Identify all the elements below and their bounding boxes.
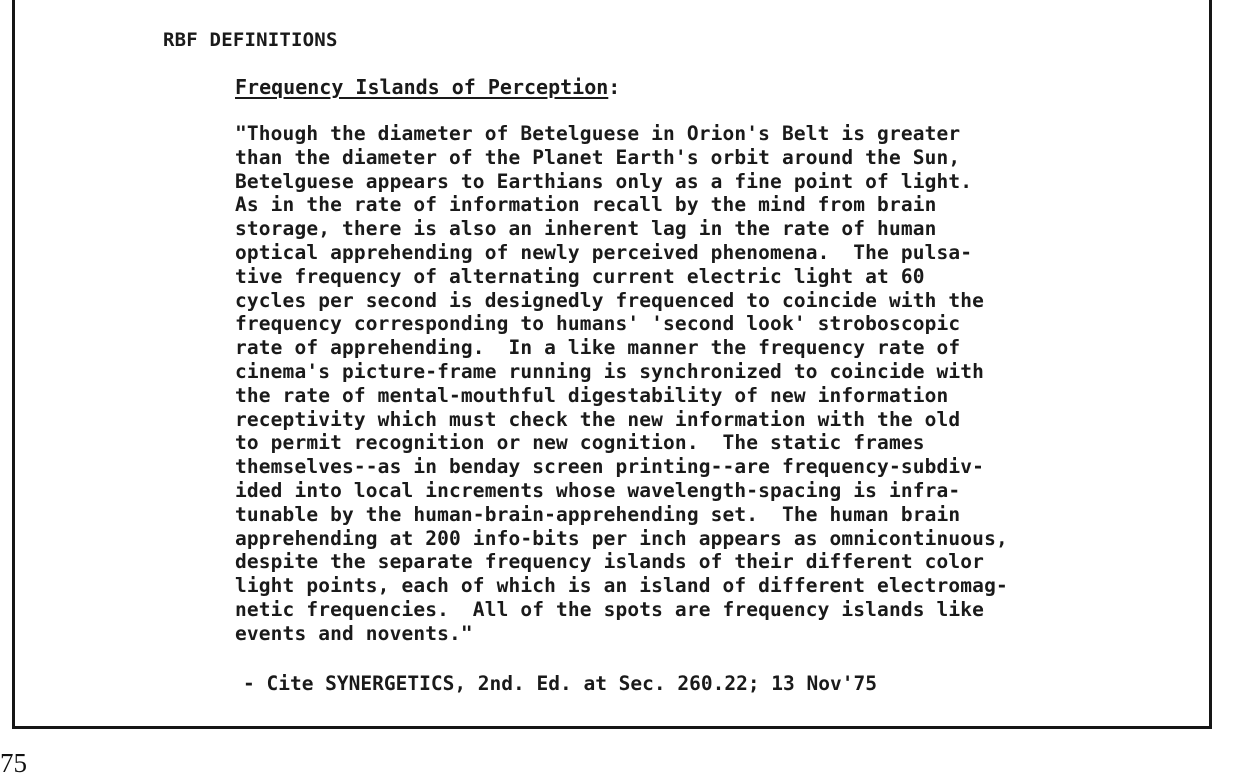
quote-line: despite the separate frequency islands of their different color (235, 550, 985, 574)
quote-line: the rate of mental-mouthful digestability of new information (235, 383, 949, 407)
quote-line: optical apprehending of newly perceived phenomena. The pulsa- (235, 240, 973, 264)
quote-line: events and novents." (235, 621, 473, 645)
quote-line: apprehending at 200 info-bits per inch appears as omnicontinuous, (235, 526, 1008, 550)
quote-line: cinema's picture-frame running is synchronized to coincide with (235, 359, 985, 383)
quote-line: netic frequencies. All of the spots are frequency islands like (235, 597, 985, 621)
quote-line: As in the rate of information recall by the mind from brain (235, 193, 937, 217)
quote-line: Betelguese appears to Earthians only as a fine point of light. (235, 169, 973, 193)
quote-line: tive frequency of alternating current electric light at 60 (235, 264, 925, 288)
quote-line: ided into local increments whose wavelength-spacing is infra- (235, 478, 961, 502)
quote-line: "Though the diameter of Betelguese in Orion's Belt is greater (235, 122, 961, 145)
page-number: 75 (0, 748, 27, 775)
citation: - Cite SYNERGETICS, 2nd. Ed. at Sec. 260.22; 13 Nov'75 (243, 672, 877, 695)
term-colon: : (608, 75, 621, 99)
term-heading (235, 75, 620, 99)
quote-line: cycles per second is designedly frequenced to coincide with the (235, 288, 985, 312)
quote-line: frequency corresponding to humans' 'second look' stroboscopic (235, 312, 961, 336)
quote-line: themselves--as in benday screen printing--are frequency-subdiv- (235, 455, 985, 479)
document-header: RBF DEFINITIONS (163, 29, 338, 51)
quote-line: rate of apprehending. In a like manner the frequency rate of (235, 336, 961, 360)
term-title: Frequency Islands of Perception (235, 75, 609, 99)
quote-line: than the diameter of the Planet Earth's orbit around the Sun, (235, 145, 961, 169)
quote-line: tunable by the human-brain-apprehending set. The human brain (235, 502, 961, 526)
quote-line: storage, there is also an inherent lag in the rate of human (235, 217, 937, 241)
document-card (12, 0, 1212, 729)
quote-line: to permit recognition or new cognition. The static frames (235, 431, 925, 455)
quote-line: receptivity which must check the new information with the old (235, 407, 961, 431)
quote-line: light points, each of which is an island of different electromag- (235, 574, 1008, 598)
definition-quote (235, 122, 1165, 646)
